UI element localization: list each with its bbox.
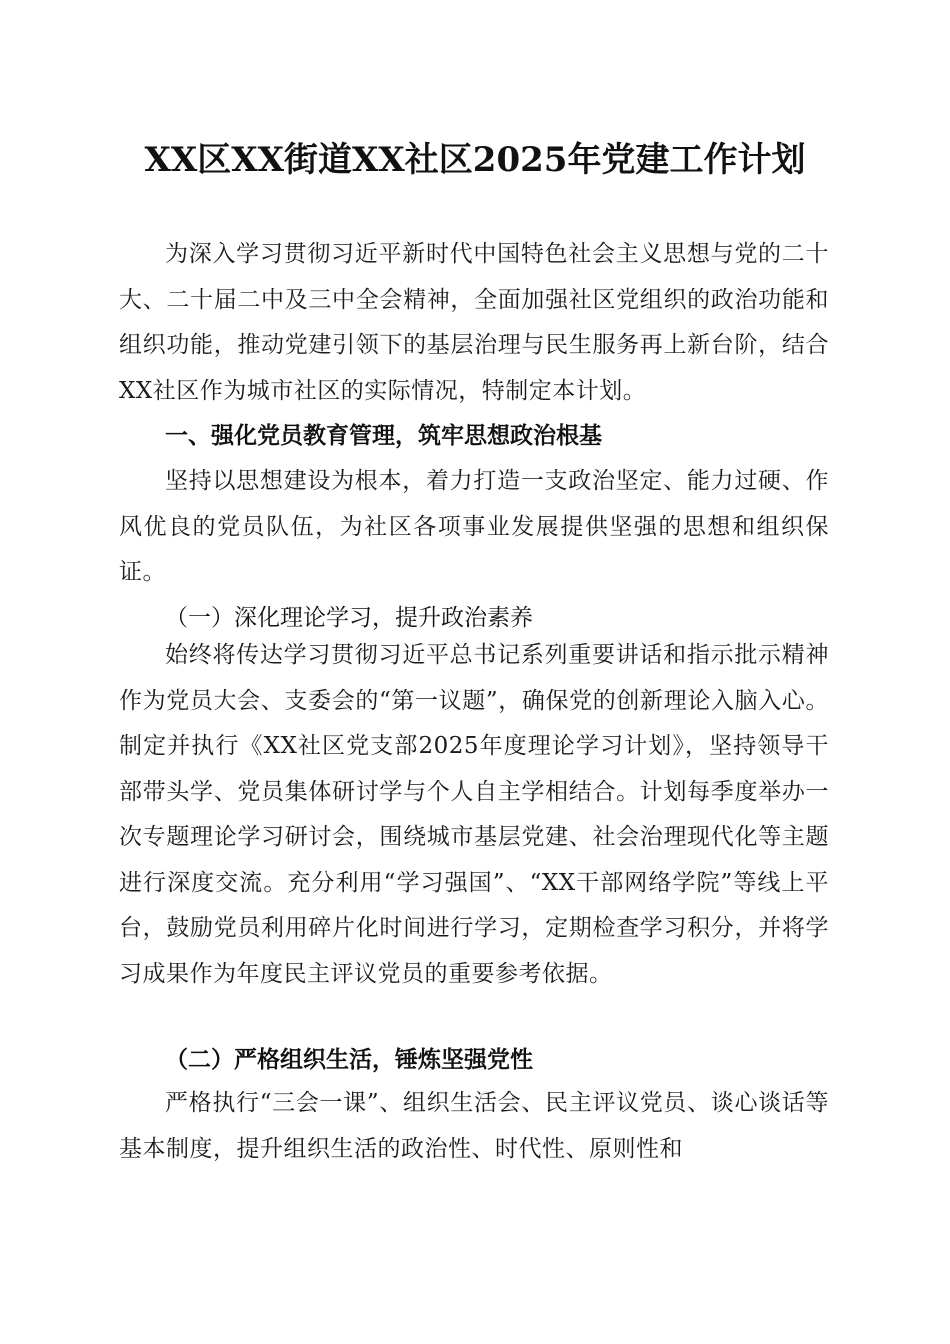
subsection-2-heading: （二）严格组织生活，锤炼坚强党性 <box>165 1046 533 1073</box>
intro-paragraph: 为深入学习贯彻习近平新时代中国特色社会主义思想与党的二十大、二十届二中及三中全会精神，全面加强社区党组织的政治功能和组织功能，推动党建引领下的基层治理与民生服务再上新台阶，结合XX社区作为城市社区的实际情况，特制定本计划。 <box>119 241 829 404</box>
section-1-summary: 坚持以思想建设为根本，着力打造一支政治坚定、能力过硬、作风优良的党员队伍，为社区各项事业发展提供坚强的思想和组织保证。 <box>119 468 829 585</box>
subsection-2-paragraph: 严格执行“三会一课”、组织生活会、民主评议党员、谈心谈话等基本制度，提升组织生活的政治性、时代性、原则性和 <box>119 1090 829 1162</box>
document-title: XX区XX街道XX社区2025年党建工作计划 <box>144 140 806 180</box>
subsection-1-heading: （一）深化理论学习，提升政治素养 <box>165 605 533 631</box>
section-1-heading: 一、强化党员教育管理，筑牢思想政治根基 <box>165 423 602 449</box>
subsection-1-paragraph: 始终将传达学习贯彻习近平总书记系列重要讲话和指示批示精神作为党员大会、支委会的“第一议题”，确保党的创新理论入脑入心。制定并执行《XX社区党支部2025年度理论学习计划》，坚持领导干部带头学、党员集体研讨学与个人自主学相结合。计划每季度举办一次专题理论学习研讨会，围绕城市基层党建、社会治理现代化等主题进行深度交流。充分利用“学习强国”、“XX干部网络学院”等线上平台，鼓励党员利用碎片化时间进行学习，定期检查学习积分，并将学习成果作为年度民主评议党员的重要参考依据。 <box>119 642 829 987</box>
